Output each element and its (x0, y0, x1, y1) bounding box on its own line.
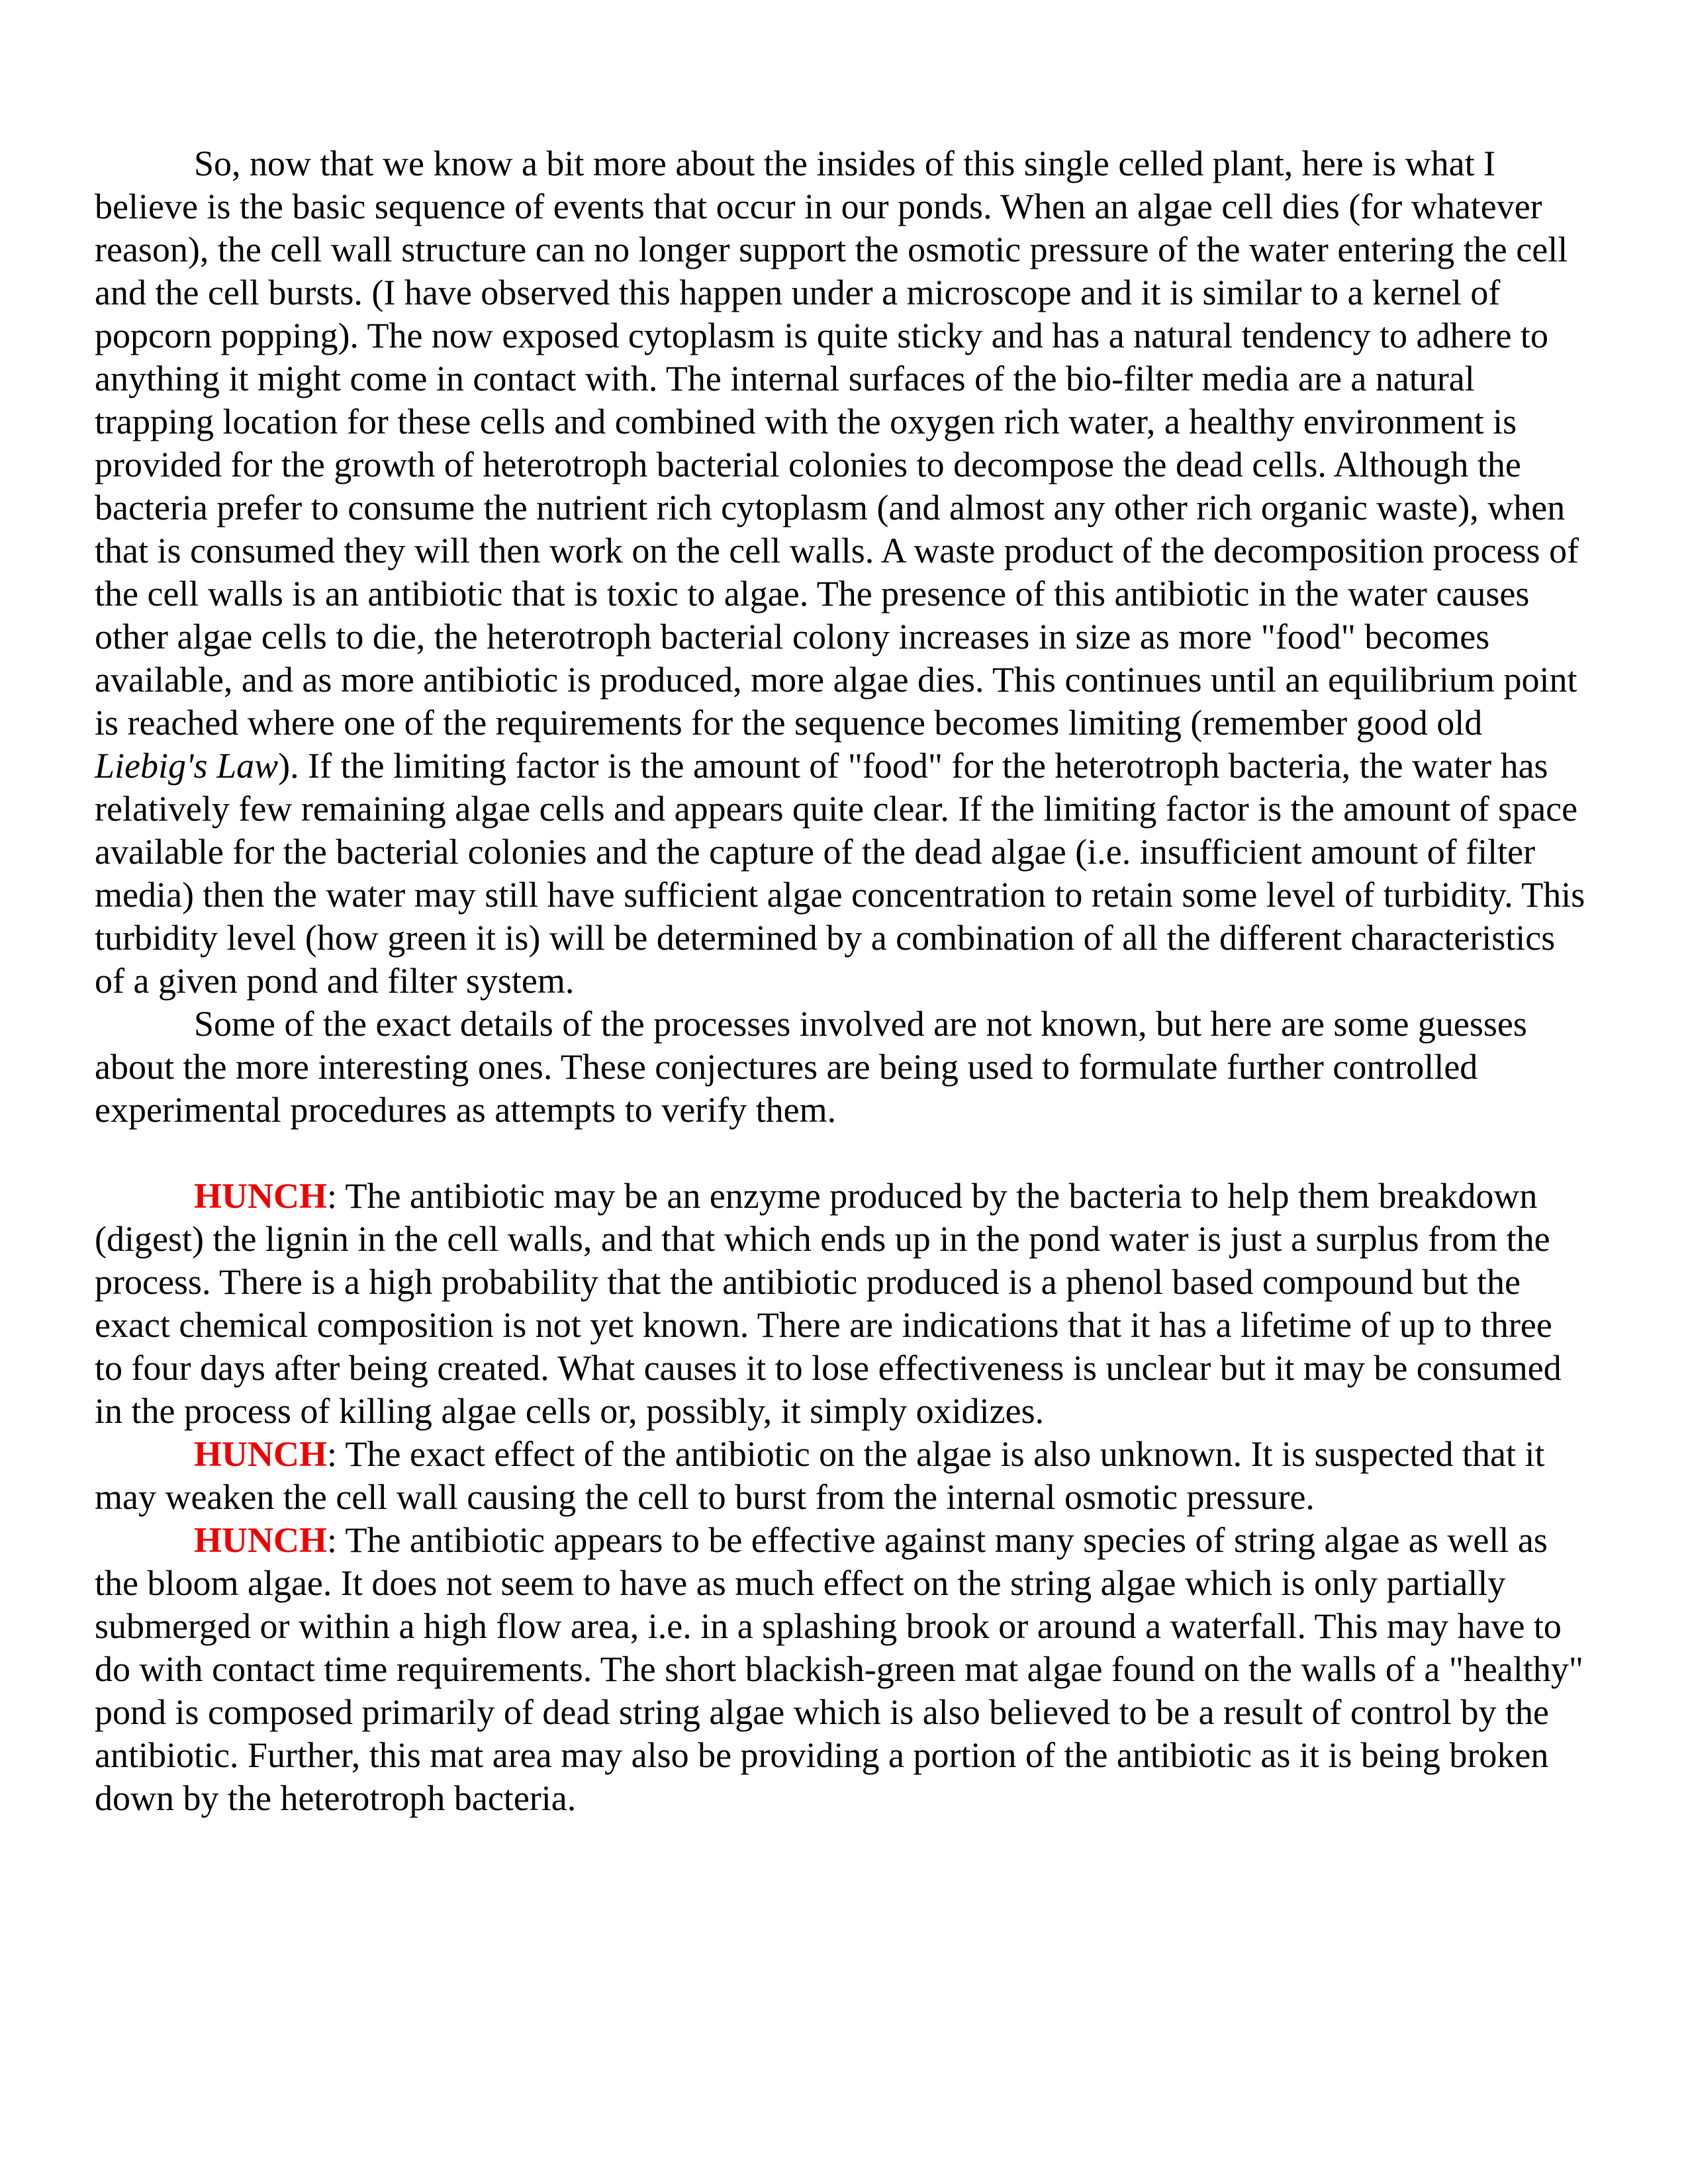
text-segment: : The exact effect of the antibiotic on the algae is also unknown. It is suspected that it may weaken the cell wall causing the cell to burst from the internal osmotic pressure. (95, 1434, 1545, 1517)
hunch-paragraph (95, 1433, 1589, 1519)
text-segment: ). If the limiting factor is the amount of "food" for the heterotroph bacteria, the water has relatively few remaining algae cells and appears quite clear. If the limiting factor is the amount of space available for the bacterial colonies and the capture of the dead algae (i.e. insufficient amount of filter media) then the water may still have sufficient algae concentration to retain some level of turbidity. This turbidity level (how green it is) will be determined by a combination of all the different characteristics of a given pond and filter system. (95, 746, 1585, 1001)
hunch-label: HUNCH (194, 1434, 327, 1474)
hunch-label: HUNCH (194, 1520, 327, 1560)
body-paragraph (95, 142, 1589, 1003)
body-paragraph (95, 1003, 1589, 1132)
hunch-label: HUNCH (194, 1176, 327, 1216)
text-segment: So, now that we know a bit more about the insides of this single celled plant, here is what I believe is the basic sequence of events that occur in our ponds. When an algae cell dies (for whatever reason), the cell wall structure can no longer support the osmotic pressure of the water entering the cell and the cell bursts. (I have observed this happen under a microscope and it is similar to a kernel of popcorn popping). The now exposed cytoplasm is quite sticky and has a natural tendency to adhere to anything it might come in contact with. The internal surfaces of the bio-filter media are a natural trapping location for these cells and combined with the oxygen rich water, a healthy environment is provided for the growth of heterotroph bacterial colonies to decompose the dead cells. Although the bacteria prefer to consume the nutrient rich cytoplasm (and almost any other rich organic waste), when that is consumed they will then work on the cell walls. A waste product of the decomposition process of the cell walls is an antibiotic that is toxic to algae. The presence of this antibiotic in the water causes other algae cells to die, the heterotroph bacterial colony increases in size as more "food" becomes available, and as more antibiotic is produced, more algae dies. This continues until an equilibrium point is reached where one of the requirements for the sequence becomes limiting (remember good old (95, 144, 1579, 743)
hunch-paragraph (95, 1175, 1589, 1433)
text-segment: : The antibiotic appears to be effective against many species of string algae as well as the bloom algae. It does not seem to have as much effect on the string algae which is only partially submerged or within a high flow area, i.e. in a splashing brook or around a waterfall. This may have to do with contact time requirements. The short blackish-green mat algae found on the walls of a "healthy" pond is composed primarily of dead string algae which is also believed to be a result of control by the antibiotic. Further, this mat area may also be providing a portion of the antibiotic as it is being broken down by the heterotroph bacteria. (95, 1520, 1583, 1818)
text-segment: : The antibiotic may be an enzyme produced by the bacteria to help them breakdown (digest) the lignin in the cell walls, and that which ends up in the pond water is just a surplus from the process. There is a high probability that the antibiotic produced is a phenol based compound but the exact chemical composition is not yet known. There are indications that it has a lifetime of up to three to four days after being created. What causes it to lose effectiveness is unclear but it may be consumed in the process of killing algae cells or, possibly, it simply oxidizes. (95, 1176, 1562, 1431)
document-text (95, 142, 1589, 1820)
italic-text-segment: Liebig's Law (95, 746, 279, 786)
text-segment: Some of the exact details of the processes involved are not known, but here are some guesses about the more interesting ones. These conjectures are being used to formulate further controlled experimental procedures as attempts to verify them. (95, 1004, 1527, 1130)
hunch-paragraph (95, 1519, 1589, 1820)
